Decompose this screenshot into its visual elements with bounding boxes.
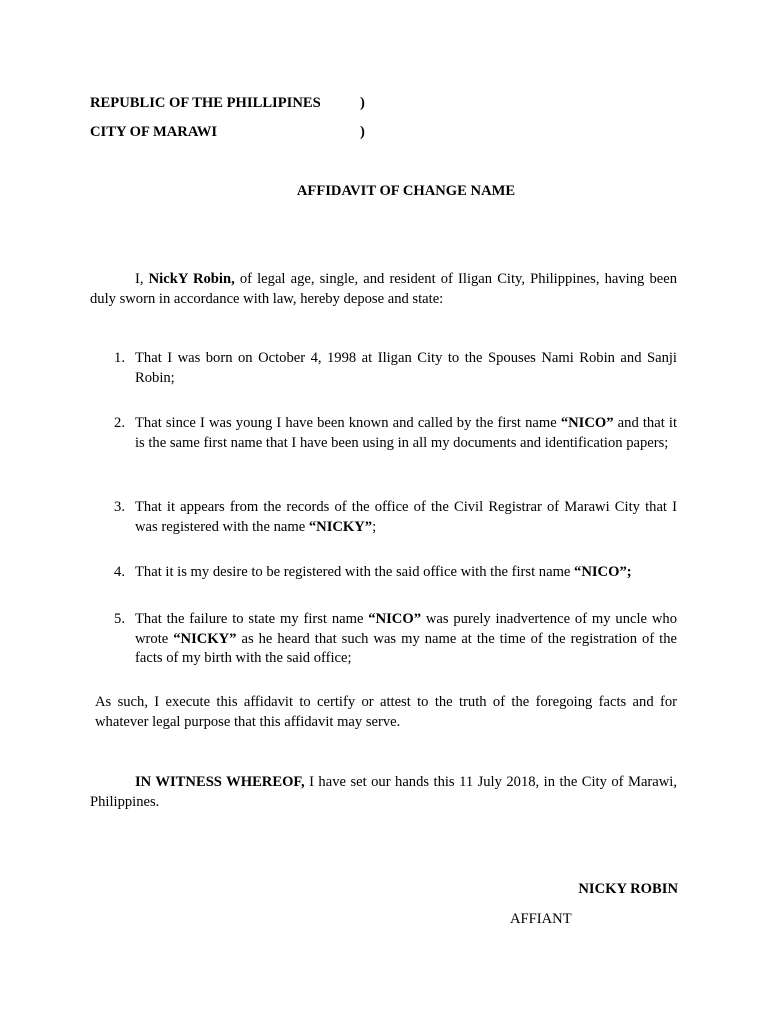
item-number: 2. bbox=[114, 415, 125, 431]
intro-rest: of legal age, single, and resident of Iligan City, Philippines, having been duly sworn in accordance with law, hereby depose and state: bbox=[90, 271, 677, 307]
affiant-name-inline: NickY Robin, bbox=[148, 271, 235, 287]
item-bold: “NICO”; bbox=[574, 564, 632, 580]
item-text: That I was born on October 4, 1998 at Iligan City to the Spouses Nami Robin and Sanji Robin; bbox=[135, 350, 677, 386]
item-text: That it appears from the records of the office of the Civil Registrar of Marawi City that I was registered with the name bbox=[135, 499, 677, 535]
signature-name: NICKY ROBIN bbox=[578, 881, 678, 897]
list-item bbox=[135, 498, 677, 537]
item-bold: “NICO” bbox=[560, 415, 614, 431]
intro-lead: I, bbox=[135, 271, 149, 287]
list-item bbox=[135, 610, 677, 669]
header-republic: REPUBLIC OF THE PHILLIPINES bbox=[90, 95, 321, 111]
item-text: was purely inadvertence of my uncle who wrote bbox=[135, 611, 677, 647]
closing-paragraph: As such, I execute this affidavit to certify or attest to the truth of the foregoing facts and for whatever legal purpose that this affidavit may serve. bbox=[95, 694, 677, 730]
item-text: That since I was young I have been known and called by the first name bbox=[135, 415, 561, 431]
item-text: That the failure to state my first name bbox=[135, 611, 369, 627]
header-city: CITY OF MARAWI bbox=[90, 124, 218, 140]
list-item bbox=[135, 414, 677, 453]
witness-paragraph bbox=[90, 773, 677, 812]
item-number: 1. bbox=[114, 350, 125, 366]
item-number: 4. bbox=[114, 564, 125, 580]
witness-bold: IN WITNESS WHEREOF, bbox=[135, 774, 305, 790]
document-title: AFFIDAVIT OF CHANGE NAME bbox=[296, 183, 516, 199]
header-paren-1: ) bbox=[360, 95, 365, 111]
item-bold: “NICO” bbox=[368, 611, 421, 627]
item-bold: “NICKY” bbox=[308, 518, 373, 535]
item-text: as he heard that such was my name at the time of the registration of the facts of my birth with the said office; bbox=[135, 630, 677, 666]
intro-paragraph bbox=[90, 270, 677, 309]
witness-rest: I have set our hands this 11 July 2018, in the City of Marawi, Philippines. bbox=[90, 774, 678, 810]
item-number: 3. bbox=[114, 499, 125, 515]
header-paren-2: ) bbox=[360, 124, 365, 140]
item-text: and that it is the same first name that I have been using in all my documents and identification papers; bbox=[135, 415, 677, 451]
item-text: ; bbox=[372, 518, 377, 535]
signature-role: AFFIANT bbox=[510, 911, 572, 927]
item-bold: “NICKY” bbox=[173, 630, 237, 647]
item-text: That it is my desire to be registered with the said office with the first name bbox=[135, 564, 575, 580]
list-item bbox=[135, 563, 677, 583]
item-number: 5. bbox=[114, 611, 125, 627]
list-item bbox=[135, 349, 677, 388]
